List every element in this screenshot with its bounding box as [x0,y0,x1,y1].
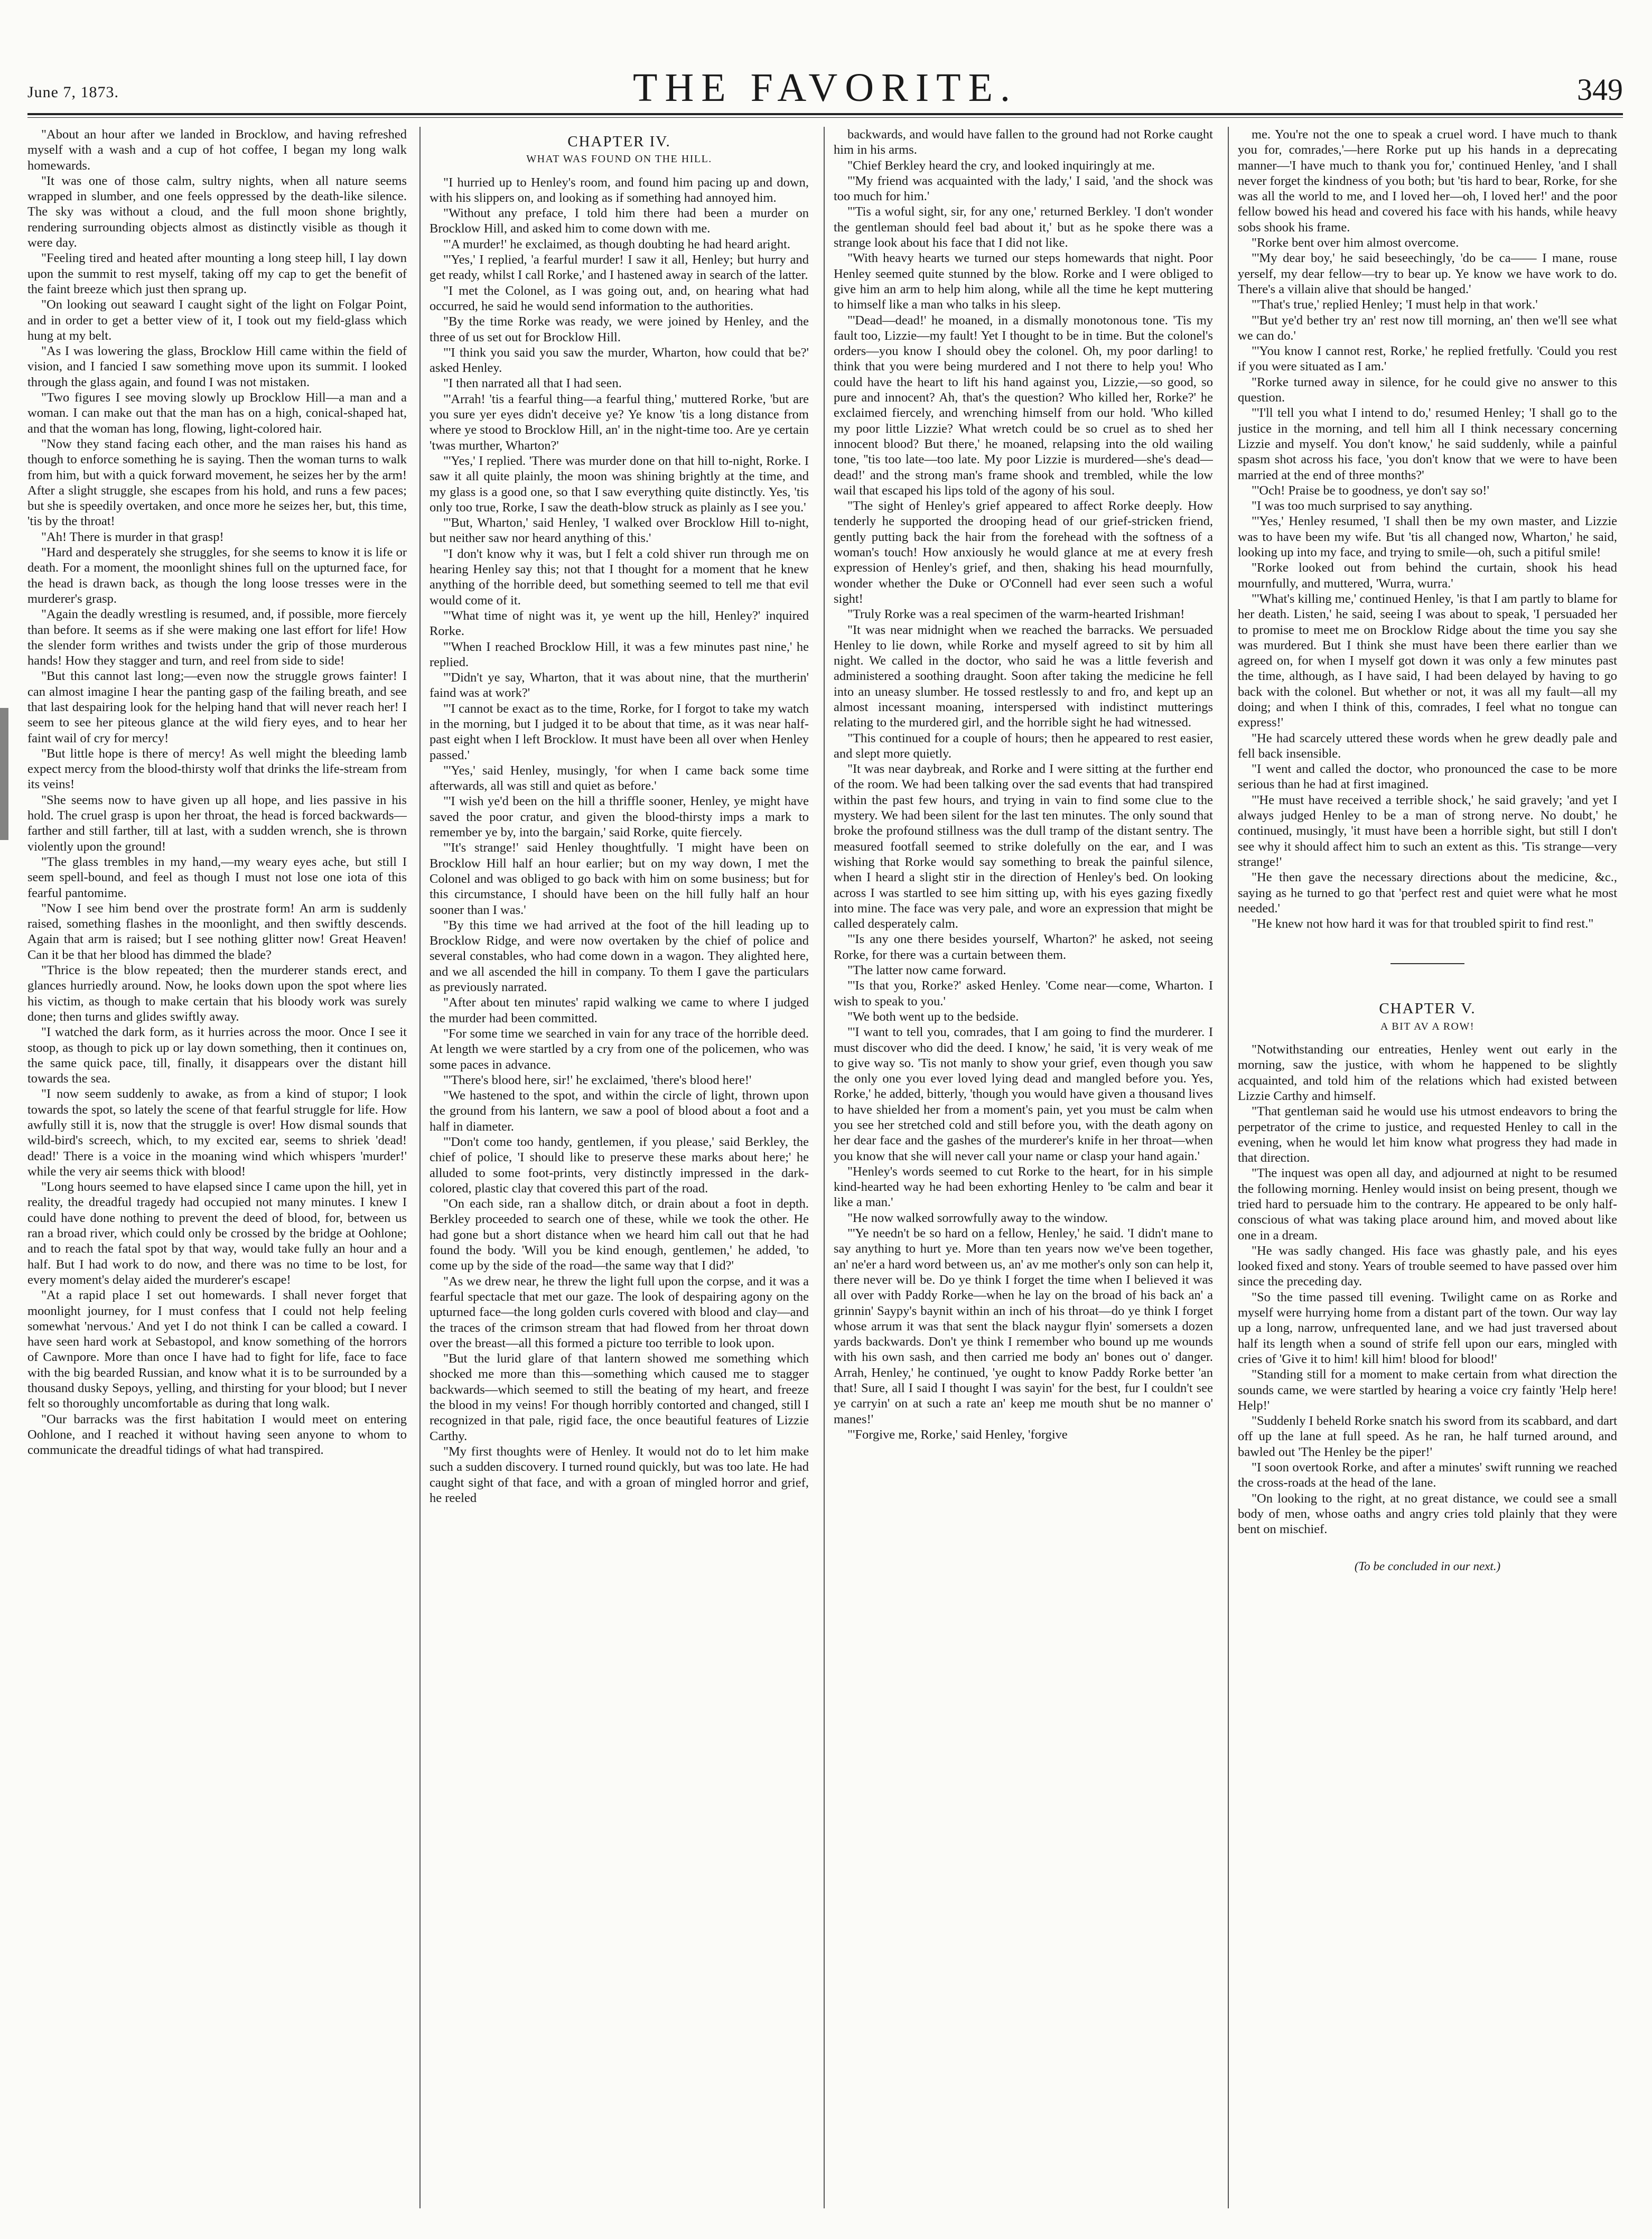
paragraph: "Our barracks was the first habitation I would meet on entering Oohlone, and I reached it without having seen anyone to whom to communicate the dreadful tidings of what had transpired. [27,1412,407,1458]
column-1 [27,127,407,2224]
paragraph: "He had scarcely uttered these words when he grew deadly pale and fell back insensible. [1238,731,1617,761]
chapter-iv-heading: CHAPTER IV. [567,133,671,150]
paragraph: "About an hour after we landed in Brocklow, and having refreshed myself with a wash and a cup of hot coffee, I began my long walk homewards. [27,127,407,173]
paragraph: "'Och! Praise be to goodness, ye don't say so!' [1252,483,1489,498]
margin-ink-mark [0,708,8,840]
header-rule-thin [27,117,1623,118]
paragraph: "'Didn't ye say, Wharton, that it was about nine, that the murtherin' faind was at work?' [430,670,809,701]
paragraph: "Suddenly I beheld Rorke snatch his sword from its scabbard, and dart off up the lane at full speed. As he ran, he half turned around, and bawled out 'The Henley be the piper!' [1238,1414,1617,1459]
paragraph: "We hastened to the spot, and within the circle of light, thrown upon the ground from his lantern, we saw a pool of blood about a foot and a half in diameter. [430,1088,809,1134]
paragraph: "'Yes,' Henley resumed, 'I shall then be my own master, and Lizzie was to have been my wife. But 'tis all changed now, Wharton,' he said, looking up into my face, and trying to smile—oh, such a pitiful smile! [1238,514,1617,560]
paragraph: "After about ten minutes' rapid walking we came to where I judged the murder had been committed. [430,995,809,1025]
column-divider-3 [1228,127,1229,2208]
paragraph: "The sight of Henley's grief appeared to affect Rorke deeply. How tenderly he supported the drooping head of our grief-stricken friend, gently putting back the hair from the forehead with the softness of a woman's touch! How anxiously he would glance at me at every fresh expression of Henley's grief, and then, shaking his head mournfully, wonder whether the Duke or O'Connell had ever seen such a woful sight! [834,499,1213,606]
paragraph: "Long hours seemed to have elapsed since I came upon the hill, yet in reality, the dreadful tragedy had occupied not many minutes. I knew I could have done nothing to prevent the deed of blood, for, between us ran a broad river, which could only be crossed by the bridge at Oohlone; and to reach the fatal spot by that way, would take fully an hour and a half. But I had work to do now, and there was no time to be lost, for every moment's delay aided the murderer's escape! [27,1180,407,1287]
paragraph: "The glass trembles in my hand,—my weary eyes ache, but still I seem spell-bound, and feel as though I must not lose one iota of this fearful pantomime. [27,854,407,900]
paragraph: "This continued for a couple of hours; then he appeared to rest easier, and slept more quietly. [834,731,1213,761]
paragraph: "But this cannot last long;—even now the struggle grows fainter! I can almost imagine I hear the panting gasp of the failing breath, and see that last despairing look for the helping hand that will never reach her! I seem to see her piteous glance at the wild fiery eyes, and to hear her faint wail of cry for mercy! [27,669,407,745]
paragraph: "'Is that you, Rorke?' asked Henley. 'Come near—come, Wharton. I wish to speak to you.' [834,978,1213,1009]
paragraph: "'I think you said you saw the murder, Wharton, how could that be?' asked Henley. [430,345,809,376]
header-rule-thick [27,113,1623,115]
paragraph: "'My friend was acquainted with the lady,' I said, 'and the shock was too much for him.' [834,173,1213,204]
paragraph: "I was too much surprised to say anything. [1252,499,1473,514]
paragraph: "Two figures I see moving slowly up Brocklow Hill—a man and a woman. I can make out that the man has on a high, conical-shaped hat, and that the woman has long, flowing, light-colored hair. [27,390,407,436]
paragraph: "So the time passed till evening. Twilight came on as Rorke and myself were hurrying home from a distant part of the town. Our way lay up a long, narrow, unfrequented lane, and we had just traversed about half its length when a sound of strife fell upon our ears, mingled with cries of 'Give it to him! kill him! blood for blood!' [1238,1290,1617,1366]
paragraph: "'A murder!' he exclaimed, as though doubting he had heard aright. [443,237,791,251]
paragraph: "Without any preface, I told him there had been a murder on Brocklow Hill, and asked him to come down with me. [430,206,809,236]
paragraph: "My first thoughts were of Henley. It would not do to let him make such a sudden discovery. I turned round quickly, but was too late. He had caught sight of that face, and with a groan of mingled horror and grief, he reeled [430,1444,809,1505]
paragraph: me. You're not the one to speak a cruel word. I have much to thank you for, comrades,'—here Rorke put up his hands in a deprecating manner—'I have much to thank you for,' continued Henley, 'and I shall never forget the kindness of you both; but 'tis hard to bear, Rorke, for she was all the world to me, and I loved her—oh, I loved her!' and the poor fellow bowed his head and covered his face with his hands, while heavy sobs shook his frame. [1238,127,1617,235]
column-3 [834,127,1213,2224]
paragraph: "'Yes,' I replied. 'There was murder done on that hill to-night, Rorke. I saw it all quite plainly, the moon was shining brightly at the time, and my glass is a good one, so that I saw everything quite distinctly. Yes, 'tis only too true, Rorke, I saw the death-blow struck as plainly as I see you.' [430,453,809,515]
paragraph: "I went and called the doctor, who pronounced the case to be more serious than he had at first imagined. [1238,762,1617,792]
paragraph: "Standing still for a moment to make certain from what direction the sounds came, we were startled by hearing a voice cry faintly 'Help here! Help!' [1238,1367,1617,1413]
paragraph: "'Yes,' I replied, 'a fearful murder! I saw it all, Henley; but hurry and get ready, whilst I call Rorke,' and I hastened away in search of the latter. [430,253,809,283]
paragraph: "The inquest was open all day, and adjourned at night to be resumed the following morning. Henley would insist on being present, though we tried hard to persuade him to the contrary. He appeared to be only half-conscious of what was taking place around him, and moved about like one in a dream. [1238,1166,1617,1243]
paragraph: "I soon overtook Rorke, and after a minutes' swift running we reached the cross-roads at the head of the lane. [1238,1460,1617,1490]
paragraph: "'What's killing me,' continued Henley, 'is that I am partly to blame for her death. Listen,' he said, seeing I was about to speak, 'I persuaded her to promise to meet me on Brocklow Ridge about the time you say she was murdered. But I think she must have been there earlier than we agreed on, for when I myself got down it was only a few minutes past the time, although, as I have said, I had been delayed by having to go back with the colonel. But whether or not, it was all my fault—all my doing; and when I think of this, comrades, I feel what no tongue can express!' [1238,591,1617,730]
paragraph: "'There's blood here, sir!' he exclaimed, 'there's blood here!' [443,1072,752,1087]
column-divider-1 [419,127,421,2208]
paragraph: "'Dead—dead!' he moaned, in a dismally monotonous tone. 'Tis my fault too, Lizzie—my fault! Yet I thought to be in time. But the colonel's orders—you know I should obey the colonel. Oh, my poor darling! to think that you were being murdered and I not there to help you! Who could have the heart to lift his hand against you, Lizzie,—so good, so pure and innocent? Ah, that's the question? Who killed her, Rorke?' he exclaimed fiercely, and wrenching himself from our hold. 'Who killed my poor little Lizzie? What wretch could be so cruel as to shed her innocent blood? But there,' he moaned, relapsing into the old wailing tone, ''tis too late—too late. My poor Lizzie is murdered—she's dead—dead!' and the strong man's frame shook and trembled, while the low wail that escaped his lips told of the agony of his soul. [834,313,1213,498]
paragraph: "'Tis a woful sight, sir, for any one,' returned Berkley. 'I don't wonder the gentleman should feel bad about it,' but as he spoke there was a strange look about his face that I did not like. [834,204,1213,250]
paragraph: "But the lurid glare of that lantern showed me something which shocked me more than this—something which caused me to stagger backwards—which seemed to still the beating of my heart, and freeze the blood in my veins! For though horribly contorted and changed, still I recognized in that pale, rigid face, the once beautiful features of Lizzie Carthy. [430,1351,809,1443]
paragraph: "By the time Rorke was ready, we were joined by Henley, and the three of us set out for Brocklow Hill. [430,314,809,344]
paragraph: "Rorke bent over him almost overcome. [1252,236,1459,250]
paragraph: "'Arrah! 'tis a fearful thing—a fearful thing,' muttered Rorke, 'but are you sure yer eyes didn't deceive ye? Ye know 'tis a long distance from where ye stood to Brocklow Hill, an' in the night-time too. Are ye certain 'twas murther, Wharton?' [430,391,809,453]
paragraph: "'Is any one there besides yourself, Wharton?' he asked, not seeing Rorke, for there was a curtain between them. [834,932,1213,962]
paragraph: "Notwithstanding our entreaties, Henley went out early in the morning, saw the justice, with whom he happened to be slightly acquainted, and told him of the relations which had existed between Lizzie Carthy and himself. [1238,1042,1617,1103]
paragraph: "Henley's words seemed to cut Rorke to the heart, for in his simple kind-hearted way he had been exhorting Henley to 'be calm and bear it like a man.' [834,1164,1213,1210]
paragraph: "Now they stand facing each other, and the man raises his hand as though to enforce something he is saying. Then the woman turns to walk from him, but with a quick forward movement, he seizes her by the arm! After a slight struggle, she escapes from his hold, and runs a few paces; but she is speedily overtaken, and once more he seizes her, but, this time, 'tis by the throat! [27,436,407,529]
paragraph: "'Ye needn't be so hard on a fellow, Henley,' he said. 'I didn't mane to say anything to hurt ye. More than ten years now we've been together, an' ne'er a hard word between us, an' av me mother's only son can help it, there never will be. Do ye think I forget the time when I believed it was all over with Paddy Rorke—when he lay on the broad of his back an' a grinnin' Saypy's baynit within an inch of his throat—do ye think I forget whose arrum it was that sent the black naygur flyin' somersets a dozen yards backwards. Don't ye think I remember who bound up me wounds with his own sash, and then carried me body an' bones out o' danger. Arrah, Henley,' he continued, 'ye ought to know Paddy Rorke better 'an that! Sure, all I said I thought I was sayin' for the best, fur I couldn't see ye carryin' on at such a rate an' keep me mouth shut be no manner o' manes!' [834,1226,1213,1426]
paragraph: "'Yes,' said Henley, musingly, 'for when I came back some time afterwards, all was still and quiet as before.' [430,763,809,794]
paragraph: "'He must have received a terrible shock,' he said gravely; 'and yet I always judged Henley to be a man of strong nerve. No doubt,' he continued, musingly, 'it must have been a horrible sight, but still I don't see why it should affect him to such an extent as this. 'Tis strange—very strange!' [1238,792,1617,869]
paragraph: "I then narrated all that I had seen. [443,376,622,391]
paragraph: "'I cannot be exact as to the time, Rorke, for I forgot to take my watch in the morning, but I judged it to be about that time, as it was near half-past eight when I left Brocklow. It must have been all over when Henley passed.' [430,701,809,762]
paragraph: "'I'll tell you what I intend to do,' resumed Henley; 'I shall go to the justice in the morning, and tell him all I think necessary concerning Lizzie and myself. You don't know,' he said suddenly, while a painful spasm shot across his face, 'you don't know that we were to have been married at the end of three months?' [1238,406,1617,482]
paragraph: "It was near daybreak, and Rorke and I were sitting at the further end of the room. We had been talking over the sad events that had transpired within the past few hours, and trying in vain to find some clue to the mystery. We had been silent for the last ten minutes. The only sound that broke the profound stillness was the dull tramp of the distant sentry. The measured footfall seemed to strike dolefully on the ear, and I was wishing that Rorke would say something to break the painful silence, when I heard a slight stir in the direction of Henley's bed. On looking across I was startled to see him sitting up, with his eyes gazing fixedly into mine. The face was very pale, and wore an expression that might be called desperately calm. [834,762,1213,931]
paragraph: "Feeling tired and heated after mounting a long steep hill, I lay down upon the summit to rest myself, taking off my cap to get the benefit of the faint breeze which just then sprang up. [27,251,407,296]
chapter-iv-subtitle: WHAT WAS FOUND ON THE HILL. [526,153,712,165]
paragraph: "He knew not how hard it was for that troubled spirit to find rest." [1252,917,1594,931]
paragraph: "For some time we searched in vain for any trace of the horrible deed. At length we were startled by a cry from one of the policemen, who was some paces in advance. [430,1026,809,1072]
chapter-separator [1390,963,1464,964]
paragraph: "'What time of night was it, ye went up the hill, Henley?' inquired Rorke. [430,608,809,639]
paragraph: "At a rapid place I set out homewards. I shall never forget that moonlight journey, for I must confess that I could not help feeling somewhat 'nervous.' And yet I do not think I can be called a coward. I have seen hard work at Sebastopol, and know something of the horrors of Cawnpore. More than once I have had to fight for life, face to face with the big bearded Russian, and know what it is to be surrounded by a thousand dusky Sepoys, yelling, and thirsting for your blood; but I never felt so thoroughly uncomfortable as during that long walk. [27,1288,407,1411]
paragraph: "Ah! There is murder in that grasp! [41,529,224,544]
paragraph: "'It's strange!' said Henley thoughtfully. 'I might have been on Brocklow Hill half an hour earlier; but on my way down, I met the Colonel and was obliged to go back with him on some business; but for this circumstance, I should have been on the hill fully half an hour sooner than I was.' [430,841,809,917]
paragraph: "That gentleman said he would use his utmost endeavors to bring the perpetrator of the crime to justice, and requested Henley to call in the evening, when he would let him know what progress they had made in that direction. [1238,1104,1617,1165]
paragraph: "Again the deadly wrestling is resumed, and, if possible, more fiercely than before. It seems as if she were making one last effort for life! How the slender form writhes and twists under the grip of those murderous hands! How they stagger and turn, and reel from side to side! [27,607,407,668]
paragraph: "He now walked sorrowfully away to the window. [847,1210,1108,1225]
masthead [27,62,1623,110]
continued-notice: (To be concluded in our next.) [1354,1559,1501,1573]
chapter-iv-end-text [1238,127,1617,931]
chapter-v-text [1238,1042,1617,1537]
paragraph: "'But, Wharton,' said Henley, 'I walked over Brocklow Hill to-night, but neither saw nor heard anything of this.' [430,516,809,546]
issue-date: June 7, 1873. [27,83,119,101]
paragraph: "It was near midnight when we reached the barracks. We persuaded Henley to lie down, while Rorke and myself agreed to sit by him all night. We called in the doctor, who said he was a little feverish and administered a soothing draught. Soon after taking the medicine he fell into an uneasy slumber. He tossed restlessly to and fro, and kept up an almost incessant moaning, interspersed with indistinct mutterings relating to the murdered girl, and the horrible sight he had witnessed. [834,622,1213,730]
paragraph: "I don't know why it was, but I felt a cold shiver run through me on hearing Henley say this; not that I thought for a moment that he knew anything of the horrible deed, but something seemed to tell me that evil would come of it. [430,546,809,608]
chapter-v-heading: CHAPTER V. [1379,1000,1476,1018]
paragraph: "He was sadly changed. His face was ghastly pale, and his eyes looked fixed and stony. Years of trouble seemed to have passed over him since the preceding day. [1238,1243,1617,1289]
paragraph: "Now I see him bend over the prostrate form! An arm is suddenly raised, something flashes in the moonlight, and then swiftly descends. Again that arm is raised; but I see nothing glitter now! Great Heaven! Can it be that her blood has dimmed the blade? [27,901,407,962]
paragraph: "'Forgive me, Rorke,' said Henley, 'forgive [847,1427,1068,1442]
paragraph: "We both went up to the bedside. [847,1009,1019,1024]
publication-title: THE FAVORITE. [632,66,1018,110]
column-2 [430,127,809,2224]
column-divider-2 [824,127,825,2208]
paragraph: "On looking out seaward I caught sight of the light on Folgar Point, and in order to get a better view of it, I took out my field-glass which hung at my belt. [27,297,407,343]
paragraph: "'That's true,' replied Henley; 'I must help in that work.' [1252,297,1538,312]
paragraph: "Thrice is the blow repeated; then the murderer stands erect, and glances hurriedly around. Now, he looks down upon the spot where lies his victim, as though to make certain that his bloody work was surely done; then turns and glides swiftly away. [27,963,407,1024]
paragraph: "It was one of those calm, sultry nights, when all nature seems wrapped in slumber, and one feels oppressed by the death-like silence. The sky was without a cloud, and the full moon shone brightly, rendering surrounding objects almost as distinctly visible as though it were day. [27,173,407,250]
paragraph: "I watched the dark form, as it hurries across the moor. Once I see it stoop, as though to pick up or lay down something, then it continues on, the same quick pace, till, finally, it disappears over the distant hill towards the sea. [27,1025,407,1086]
chapter-iv-text [430,175,809,1506]
paragraph: "'I want to tell you, comrades, that I am going to find the murderer. I must discover who did the deed. I know,' he said, 'it is very weak of me to give way so. 'Tis not manly to show your grief, even though you saw the only one you ever loved lying dead and mangled before you. Yes, Rorke,' he added, bitterly, 'though you would have given a thousand lives to have shielded her from a moment's pain, yet you must be calm when you see her stretched cold and still before you, with the death agony on her dear face and the gashes of the murderer's knife in her throat—when you know that she will never call your name or clasp your hand again.' [834,1025,1213,1163]
paragraph: "I now seem suddenly to awake, as from a kind of stupor; I look towards the spot, so lately the scene of that fearful struggle for life. How awfully still it is, now that the struggle is over! How dismal sounds that wild-bird's screech, which, to my excited ear, seems to shriek 'dead! dead!' There is a voice in the moaning wind which whispers 'murder!' while the very air seems thick with blood! [27,1087,407,1179]
paragraph: "Rorke looked out from behind the curtain, shook his head mournfully, and muttered, 'Wurra, wurra.' [1238,561,1617,591]
paragraph: "The latter now came forward. [847,963,1006,978]
paragraph: "'Don't come too handy, gentlemen, if you please,' said Berkley, the chief of police, 'I should like to preserve these marks about here;' he alluded to some foot-prints, very distinctly impressed in the dark-colored, plastic clay that covered this part of the road. [430,1135,809,1196]
column-4 [1238,127,1617,2224]
paragraph: "As I was lowering the glass, Brocklow Hill came within the field of vision, and I fancied I saw something move upon its summit. I looked through the glass again, and found I was not mistaken. [27,344,407,389]
paragraph: "I hurried up to Henley's room, and found him pacing up and down, with his slippers on, and looking as if something had annoyed him. [430,175,809,205]
paragraph: "On each side, ran a shallow ditch, or drain about a foot in depth. Berkley proceeded to search one of these, while we took the other. He had gone but a short distance when we heard him call out that he had found the body. 'Will you be kind enough, gentlemen,' he added, 'to come up by the side of the road—the same way that I did?' [430,1197,809,1273]
chapter-v-subtitle: A BIT AV A ROW! [1380,1020,1475,1032]
page-number: 349 [1577,72,1623,107]
paragraph: "'My dear boy,' he said beseechingly, 'do be ca—— I mane, rouse yerself, my dear fellow—try to bear up. Ye know we have work to do. There's a villain alive that should be hanged.' [1238,251,1617,296]
paragraph: "'You know I cannot rest, Rorke,' he replied fretfully. 'Could you rest if you were situated as I am.' [1238,344,1617,374]
paragraph: backwards, and would have fallen to the ground had not Rorke caught him in his arms. [834,127,1213,157]
paragraph: "'When I reached Brocklow Hill, it was a few minutes past nine,' he replied. [430,639,809,669]
paragraph: "Hard and desperately she struggles, for she seems to know it is life or death. For a moment, the moonlight shines full on the upturned face, for the head is drawn back, as though the long loose tresses were in the murderer's grasp. [27,545,407,606]
paragraph: "By this time we had arrived at the foot of the hill leading up to Brocklow Ridge, and were now overtaken by the chief of police and several constables, who had come down in a wagon. They alighted here, and we all ascended the hill in company. To them I gave the particulars as previously narrated. [430,918,809,995]
paragraph: "'I wish ye'd been on the hill a thriffle sooner, Henley, ye might have saved the poor cratur, and given the blood-thirsty imps a mark to remember ye by, into the bargain,' said Rorke, quite fiercely. [430,794,809,840]
paragraph: "Rorke turned away in silence, for he could give no answer to this question. [1238,375,1617,405]
paragraph: "But little hope is there of mercy! As well might the bleeding lamb expect mercy from the blood-thirsty wolf that drinks the life-stream from its veins! [27,746,407,792]
paragraph: "With heavy hearts we turned our steps homewards that night. Poor Henley seemed quite stunned by the blow. Rorke and I were obliged to give him an arm to help him along, while all the time he kept muttering to himself like a man who talks in his sleep. [834,251,1213,312]
paragraph: "She seems now to have given up all hope, and lies passive in his hold. The cruel grasp is upon her throat, the head is forced backwards—farther and still farther, till at last, with a sudden wrench, she is thrown violently upon the ground! [27,792,407,854]
paragraph: "I met the Colonel, as I was going out, and, on hearing what had occurred, he said he would send information to the authorities. [430,283,809,313]
paragraph: "On looking to the right, at no great distance, we could see a small body of men, whose oaths and angry cries told plainly that they were bent on mischief. [1238,1491,1617,1537]
paragraph: "Truly Rorke was a real specimen of the warm-hearted Irishman! [847,607,1185,622]
paragraph: "As we drew near, he threw the light full upon the corpse, and it was a fearful spectacle that met our gaze. The look of despairing agony on the upturned face—the long golden curls covered with blood and clay—and the traces of the crimson stream that had flowed from her throat down over the breast—all this formed a picture too terrible to look upon. [430,1274,809,1350]
paragraph: "He then gave the necessary directions about the medicine, &c., saying as he turned to go that 'perfect rest and quiet were what he most needed.' [1238,870,1617,916]
paragraph: "'But ye'd bether try an' rest now till morning, an' then we'll see what we can do.' [1238,313,1617,343]
paragraph: "Chief Berkley heard the cry, and looked inquiringly at me. [847,158,1155,173]
